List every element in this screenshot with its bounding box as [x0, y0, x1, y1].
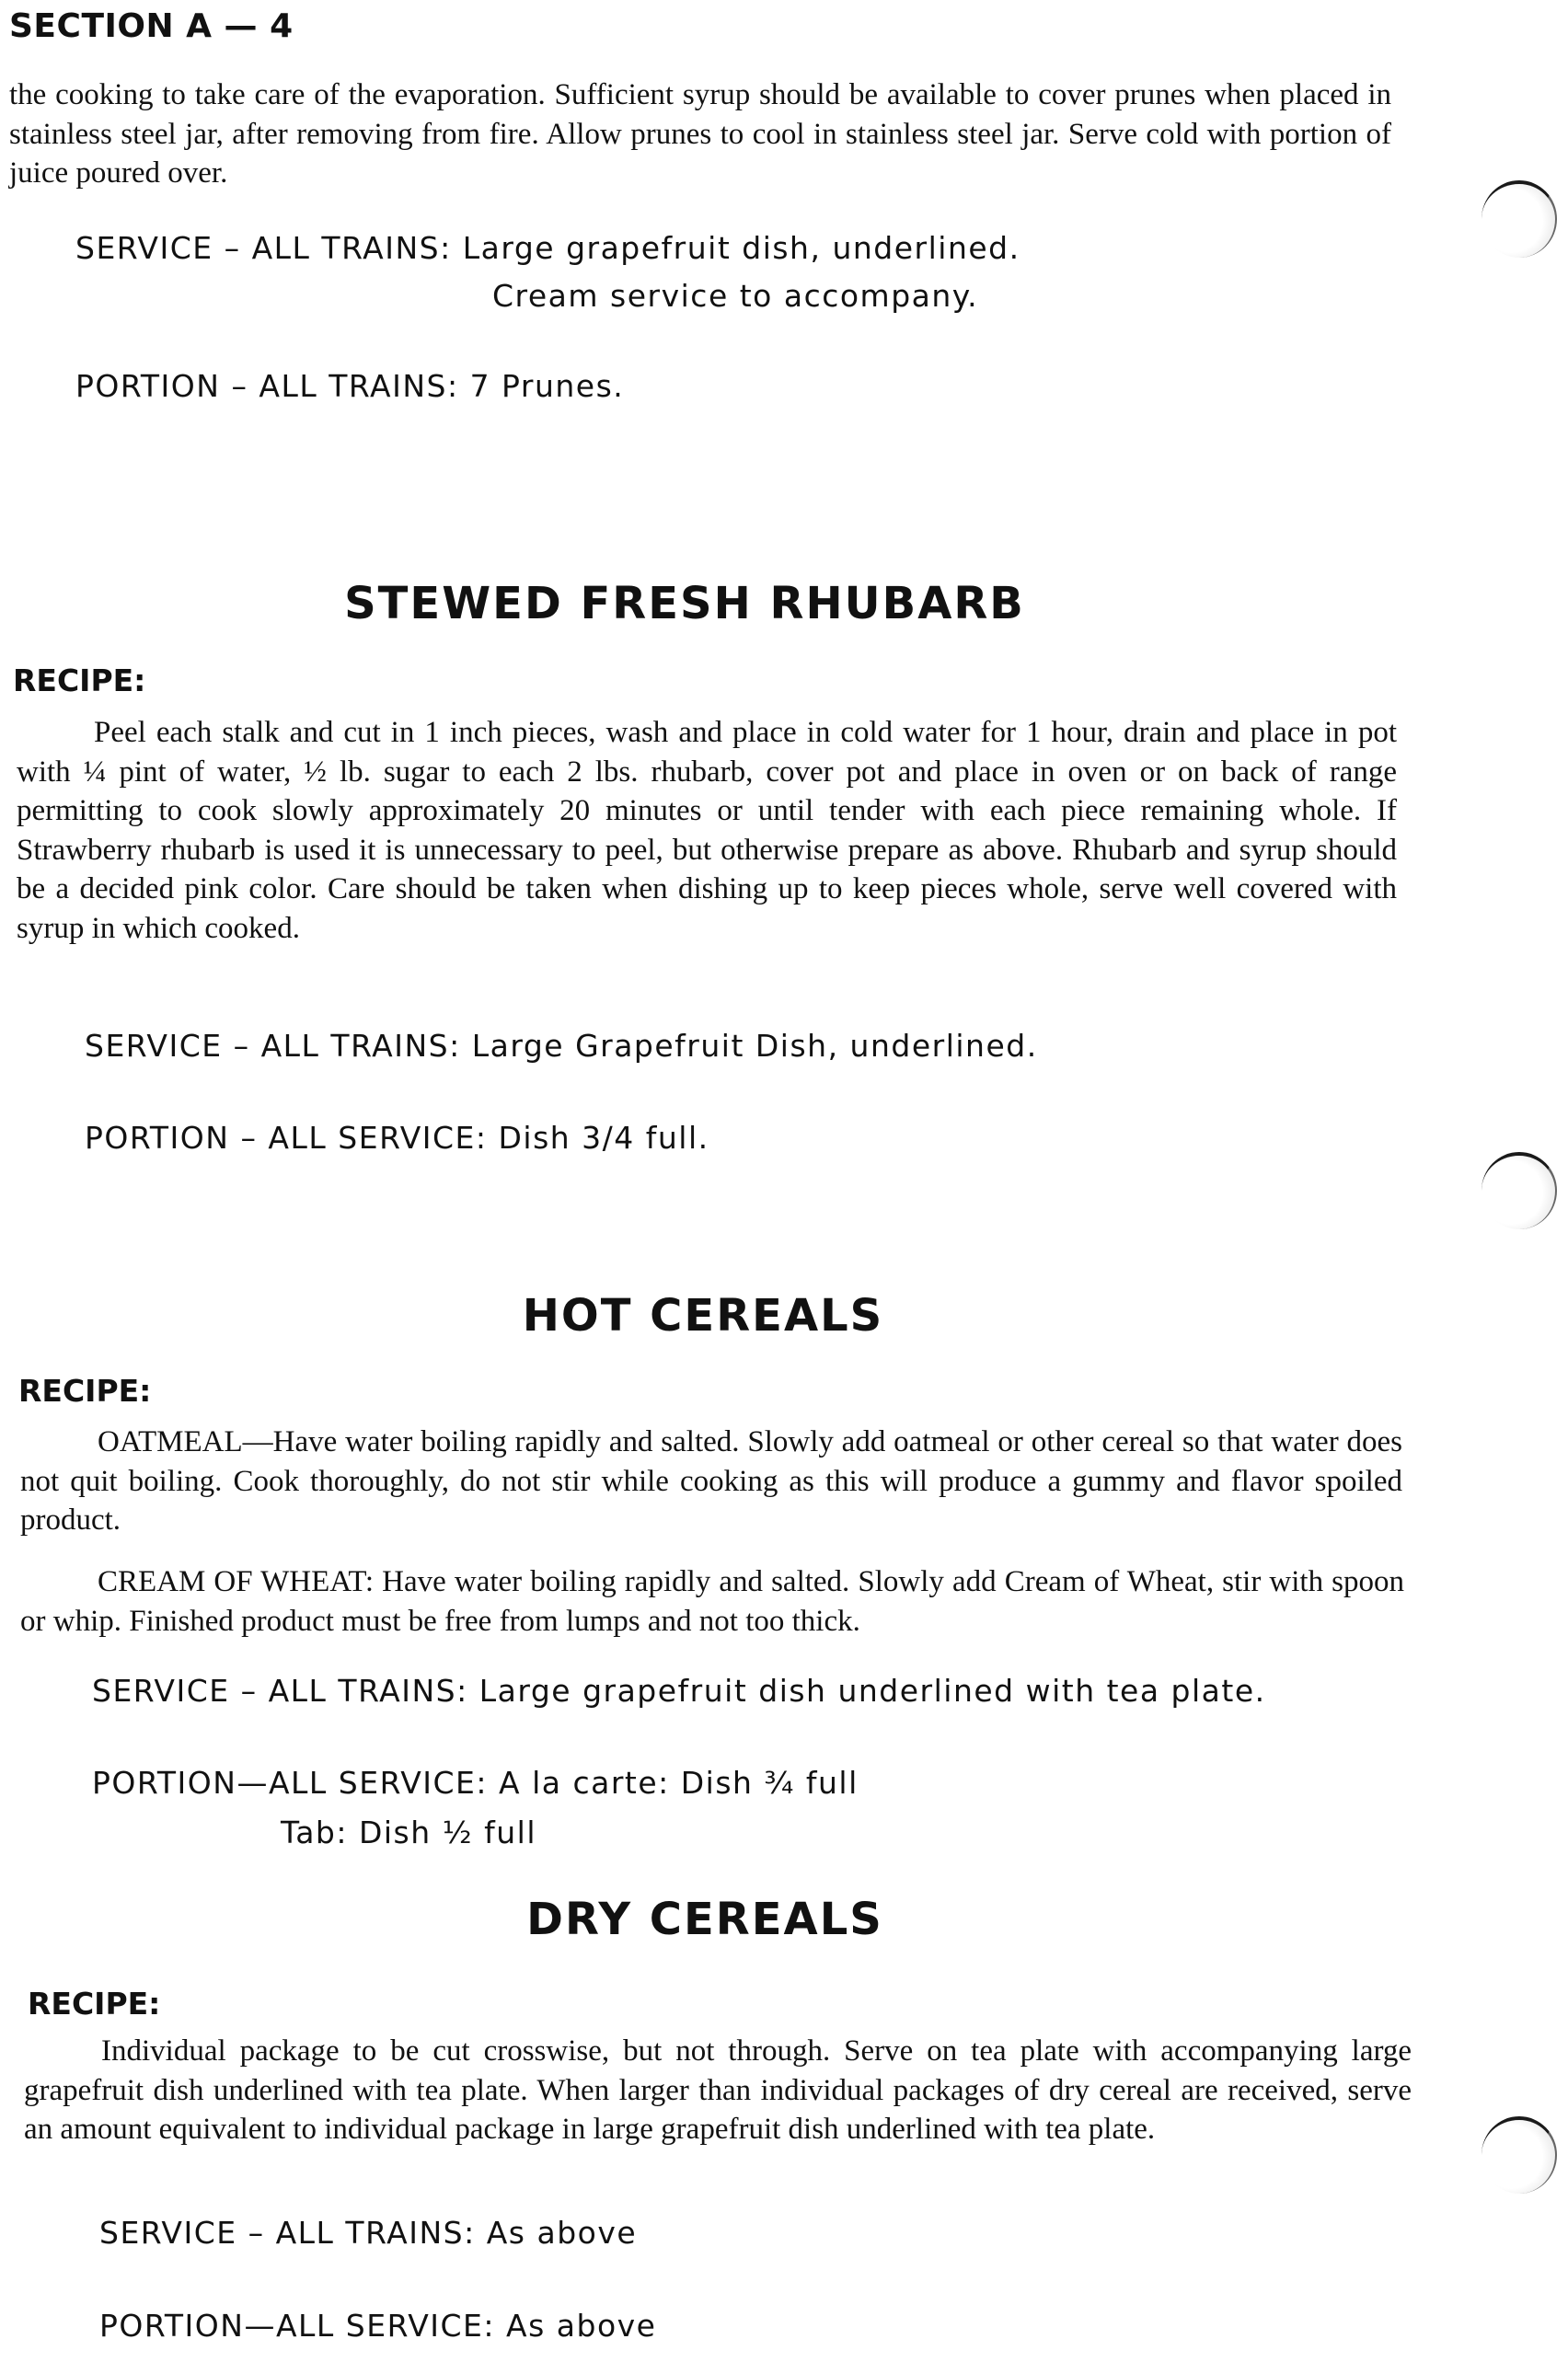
- prunes-service: SERVICE – ALL TRAINS: Large grapefruit dish, underlined.: [75, 230, 1020, 266]
- dry-cereals-text: Individual package to be cut crosswise, but not through. Serve on tea plate with accompanying large grapefruit dish underlined with tea plate. When larger than individual packages of dry cereal are received, serve an amount equivalent to individual package in large grapefruit dish underlined with tea plate.: [24, 2034, 1412, 2146]
- dry-cereals-portion: PORTION—ALL SERVICE: As above: [99, 2308, 657, 2344]
- cream-of-wheat-text: CREAM OF WHEAT: Have water boiling rapidly and salted. Slowly add Cream of Wheat, stir with spoon or whip. Finished product must be free from lumps and not too thick.: [20, 1565, 1404, 1638]
- rhubarb-service: SERVICE – ALL TRAINS: Large Grapefruit Dish, underlined.: [85, 1028, 1038, 1064]
- hot-cereals-title: HOT CEREALS: [522, 1290, 884, 1342]
- hot-cereals-portion: PORTION—ALL SERVICE: A la carte: Dish ¾ full: [92, 1765, 859, 1801]
- binder-hole-middle: [1482, 1152, 1557, 1229]
- rhubarb-portion: PORTION – ALL SERVICE: Dish 3/4 full.: [85, 1120, 709, 1156]
- dry-cereals-service: SERVICE – ALL TRAINS: As above: [99, 2215, 638, 2251]
- hot-cereals-portion-tab: Tab: Dish ½ full: [281, 1815, 536, 1850]
- hot-cereals-service: SERVICE – ALL TRAINS: Large grapefruit dish underlined with tea plate.: [92, 1673, 1266, 1709]
- prunes-portion: PORTION – ALL TRAINS: 7 Prunes.: [75, 368, 625, 404]
- rhubarb-recipe-label: RECIPE:: [13, 663, 146, 698]
- binder-hole-top: [1482, 180, 1557, 258]
- dry-cereals-recipe-label: RECIPE:: [28, 1986, 161, 2022]
- rhubarb-title: STEWED FRESH RHUBARB: [344, 578, 1025, 629]
- oatmeal-text: OATMEAL—Have water boiling rapidly and salted. Slowly add oatmeal or other cereal so that water does not quit boiling. Cook thoroughly, do not stir while cooking as this will produce a gummy and flavor spoiled product.: [20, 1425, 1402, 1537]
- dry-cereals-title: DRY CEREALS: [526, 1894, 883, 1945]
- section-header: SECTION A — 4: [9, 7, 294, 45]
- hot-cereals-recipe-label: RECIPE:: [18, 1373, 152, 1409]
- prunes-service-note: Cream service to accompany.: [492, 278, 979, 314]
- rhubarb-text: Peel each stalk and cut in 1 inch pieces, wash and place in cold water for 1 hour, drain and place in pot with ¼ pint of water, ½ lb. sugar to each 2 lbs. rhubarb, cover pot and place in oven or on back of range permitting to cook slowly approximately 20 minutes or until tender with each piece remaining whole. If Strawberry rhubarb is used it is unnecessary to peel, but otherwise prepare as above. Rhubarb and syrup should be a decided pink color. Care should be taken when dishing up to keep pieces whole, serve well covered with syrup in which cooked.: [17, 716, 1397, 945]
- prunes-text: the cooking to take care of the evaporation. Sufficient syrup should be available to cover prunes when placed in stainless steel jar, after removing from fire. Allow prunes to cool in stainless steel jar. Serve cold with portion of juice poured over.: [9, 78, 1391, 190]
- binder-hole-bottom: [1482, 2116, 1557, 2194]
